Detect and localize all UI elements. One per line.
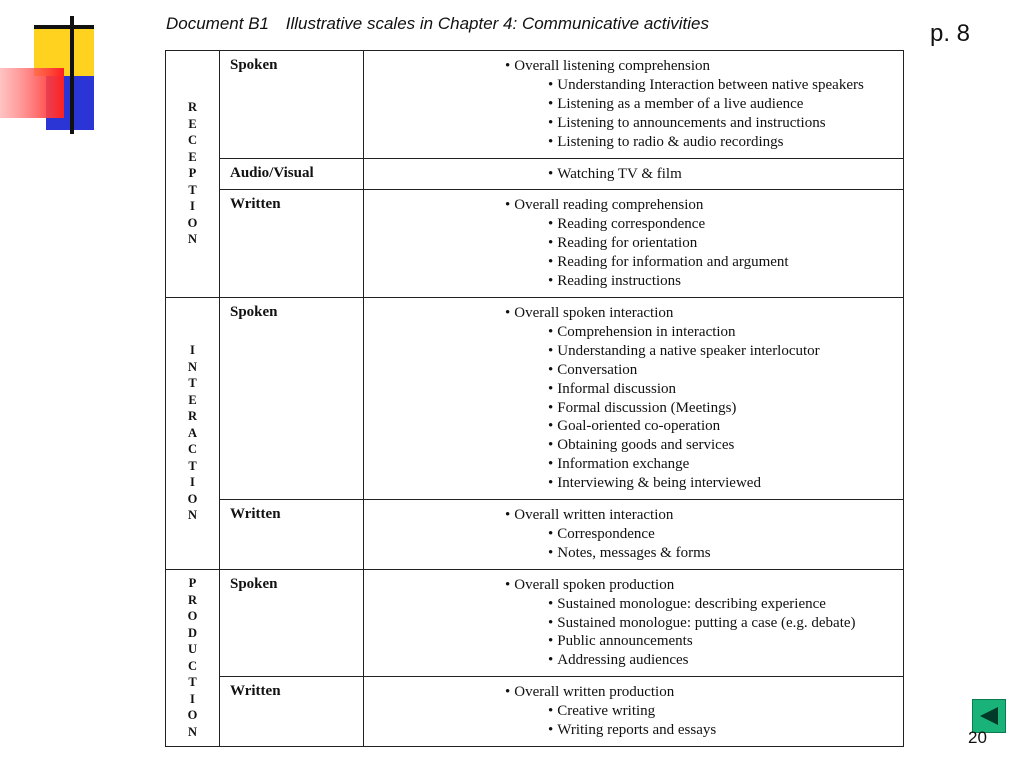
sub-scale-item — [364, 95, 903, 114]
table-row — [166, 190, 904, 298]
sub-scale-text: Listening to announcements and instructions — [557, 114, 826, 131]
sub-scale-item — [364, 215, 903, 234]
overall-scale-text: Overall spoken production — [514, 576, 675, 593]
bullet-icon: • — [548, 437, 554, 454]
scales-table — [165, 50, 904, 747]
bullet-icon: • — [548, 342, 554, 359]
sub-scale-item — [364, 399, 903, 418]
bullet-icon: • — [548, 323, 554, 340]
sub-scale-text: Understanding Interaction between native speakers — [557, 76, 864, 93]
bullet-icon: • — [548, 525, 554, 542]
bullet-icon: • — [505, 684, 511, 701]
table-row — [166, 500, 904, 570]
bullet-icon: • — [548, 76, 554, 93]
logo-red-block — [0, 68, 64, 118]
table-row — [166, 569, 904, 677]
group-label-reception — [166, 51, 220, 298]
bullet-icon: • — [548, 399, 554, 416]
mode-label: Spoken — [220, 569, 364, 677]
overall-scale-item — [364, 506, 903, 525]
bullet-icon: • — [548, 254, 554, 271]
sub-scale-text: Information exchange — [557, 456, 690, 473]
sub-scale-text: Comprehension in interaction — [557, 323, 736, 340]
sub-scale-text: Conversation — [557, 361, 638, 378]
sub-scale-text: Interviewing & being interviewed — [557, 475, 761, 492]
sub-scale-item — [364, 114, 903, 133]
sub-scale-item — [364, 323, 903, 342]
bullet-icon: • — [548, 475, 554, 492]
scale-list — [364, 158, 904, 190]
mode-label: Written — [220, 500, 364, 570]
scale-list — [364, 500, 904, 570]
sub-scale-text: Addressing audiences — [557, 652, 689, 669]
sub-scale-item — [364, 361, 903, 380]
sub-scale-text: Watching TV & film — [557, 165, 682, 182]
sub-scale-text: Public announcements — [557, 633, 693, 650]
bullet-icon: • — [548, 633, 554, 650]
sub-scale-text: Reading correspondence — [557, 216, 706, 233]
sub-scale-text: Reading for information and argument — [557, 254, 789, 271]
sub-scale-item — [364, 455, 903, 474]
sub-scale-item — [364, 721, 903, 740]
bullet-icon: • — [548, 418, 554, 435]
table-row — [166, 677, 904, 747]
group-label-production — [166, 569, 220, 746]
sub-scale-item — [364, 614, 903, 633]
document-title — [166, 14, 709, 34]
bullet-icon: • — [505, 197, 511, 214]
table-row — [166, 51, 904, 159]
mode-label: Spoken — [220, 51, 364, 159]
bullet-icon: • — [548, 703, 554, 720]
decorative-logo — [0, 0, 110, 140]
overall-scale-item — [364, 196, 903, 215]
sub-scale-text: Sustained monologue: describing experience — [557, 595, 826, 612]
group-label-vertical: R E C E P T I O N — [187, 100, 198, 247]
group-label-interaction — [166, 297, 220, 569]
sub-scale-text: Listening to radio & audio recordings — [557, 133, 784, 150]
scale-list — [364, 677, 904, 747]
overall-scale-text: Overall written interaction — [514, 507, 674, 524]
scale-list — [364, 51, 904, 159]
page-reference: p. 8 — [930, 20, 971, 47]
sub-scale-item — [364, 253, 903, 272]
mode-label: Written — [220, 190, 364, 298]
document-label: Document B1 — [166, 14, 269, 33]
sub-scale-item — [364, 165, 903, 184]
overall-scale-text: Overall listening comprehension — [514, 58, 711, 74]
bullet-icon: • — [548, 95, 554, 112]
sub-scale-text: Obtaining goods and services — [557, 437, 735, 454]
sub-scale-text: Correspondence — [557, 525, 655, 542]
mode-label: Spoken — [220, 297, 364, 499]
bullet-icon: • — [548, 361, 554, 378]
sub-scale-text: Sustained monologue: putting a case (e.g. debate) — [557, 614, 856, 631]
bullet-icon: • — [505, 58, 511, 74]
sub-scale-text: Writing reports and essays — [557, 722, 717, 739]
logo-horizontal-line — [34, 25, 94, 29]
bullet-icon: • — [548, 273, 554, 290]
overall-scale-text: Overall written production — [514, 684, 675, 701]
document-heading: Illustrative scales in Chapter 4: Communicative activities — [285, 14, 710, 33]
overall-scale-item — [364, 576, 903, 595]
logo-vertical-line — [70, 16, 74, 134]
overall-scale-text: Overall spoken interaction — [514, 304, 674, 321]
sub-scale-item — [364, 342, 903, 361]
sub-scale-item — [364, 632, 903, 651]
sub-scale-item — [364, 436, 903, 455]
sub-scale-item — [364, 525, 903, 544]
sub-scale-item — [364, 474, 903, 493]
sub-scale-item — [364, 272, 903, 291]
bullet-icon: • — [548, 652, 554, 669]
bullet-icon: • — [548, 722, 554, 739]
overall-scale-text: Overall reading comprehension — [514, 197, 704, 214]
scale-list — [364, 569, 904, 677]
sub-scale-text: Reading instructions — [557, 273, 682, 290]
sub-scale-text: Reading for orientation — [557, 235, 698, 252]
overall-scale-item — [364, 304, 903, 323]
sub-scale-item — [364, 234, 903, 253]
sub-scale-item — [364, 544, 903, 563]
sub-scale-item — [364, 651, 903, 670]
bullet-icon: • — [548, 165, 554, 182]
bullet-icon: • — [548, 595, 554, 612]
scale-list — [364, 297, 904, 499]
sub-scale-text: Creative writing — [557, 703, 656, 720]
table-row — [166, 158, 904, 190]
group-label-vertical: P R O D U C T I O N — [187, 576, 198, 739]
scale-list — [364, 190, 904, 298]
sub-scale-item — [364, 76, 903, 95]
bullet-icon: • — [548, 114, 554, 131]
bullet-icon: • — [505, 304, 511, 321]
sub-scale-text: Understanding a native speaker interlocutor — [557, 342, 820, 359]
sub-scale-item — [364, 417, 903, 436]
bullet-icon: • — [548, 380, 554, 397]
sub-scale-text: Formal discussion (Meetings) — [557, 399, 737, 416]
bullet-icon: • — [548, 216, 554, 233]
bullet-icon: • — [548, 544, 554, 561]
sub-scale-item — [364, 595, 903, 614]
sub-scale-text: Notes, messages & forms — [557, 544, 711, 561]
sub-scale-item — [364, 702, 903, 721]
sub-scale-text: Goal-oriented co-operation — [557, 418, 721, 435]
overall-scale-item — [364, 683, 903, 702]
slide-number: 20 — [968, 728, 987, 747]
back-arrow-icon — [980, 707, 998, 725]
bullet-icon: • — [548, 614, 554, 631]
bullet-icon: • — [505, 576, 511, 593]
bullet-icon: • — [548, 133, 554, 150]
sub-scale-text: Listening as a member of a live audience — [557, 95, 804, 112]
sub-scale-item — [364, 133, 903, 152]
mode-label: Audio/Visual — [220, 158, 364, 190]
table-row — [166, 297, 904, 499]
bullet-icon: • — [505, 507, 511, 524]
mode-label: Written — [220, 677, 364, 747]
bullet-icon: • — [548, 235, 554, 252]
overall-scale-item — [364, 57, 903, 76]
group-label-vertical: I N T E R A C T I O N — [187, 343, 198, 523]
sub-scale-text: Informal discussion — [557, 380, 676, 397]
sub-scale-item — [364, 380, 903, 399]
bullet-icon: • — [548, 456, 554, 473]
